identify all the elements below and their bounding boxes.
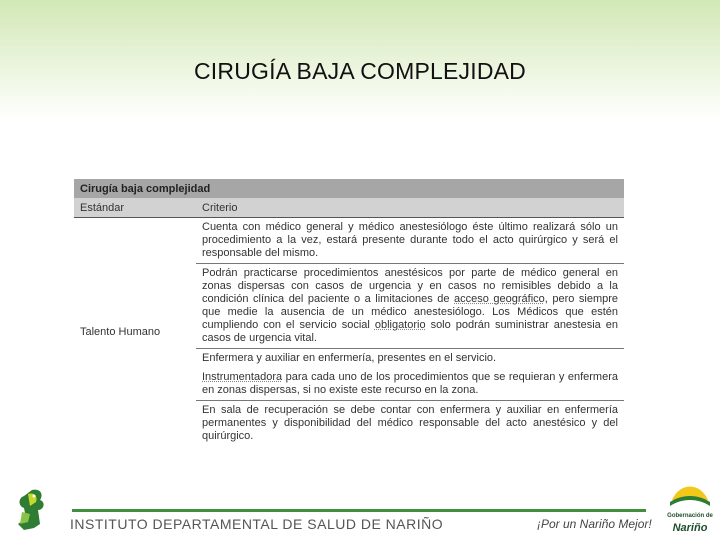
criterion-cell [196, 264, 624, 349]
criterion-cell: Enfermera y auxiliar en enfermería, presentes en el servicio. [202, 352, 497, 364]
criterion-underlined-text: Instrumentadora [202, 371, 283, 383]
criterion-underlined-text: acceso geográfico [454, 293, 545, 305]
row-label-talento-humano: Talento Humano [74, 218, 196, 444]
criterion-text: Podrán practicarse procedimientos anestésicos por parte de médico general en zonas dispersas con casos de urgencia y en casos no remisibles debido a la condición clínica del paciente o a limitaciones de [202, 267, 618, 305]
slide-title: CIRUGÍA BAJA COMPLEJIDAD [194, 58, 526, 84]
footer-slogan: ¡Por un Nariño Mejor! [537, 517, 652, 531]
table-row [74, 218, 624, 264]
criterion-text: solo podrán suministrar anestesia en casos de urgencia vital. [202, 319, 618, 344]
table-caption-row [74, 179, 624, 198]
criterion-text: para cada uno de los procedimientos que se requieran y enfermera en zonas dispersas, si no existe este recurso en la zona. [202, 371, 618, 396]
table-header-row [74, 198, 624, 218]
header-estandar: Estándar [74, 198, 196, 218]
criterion-cell [196, 368, 624, 401]
table-caption: Cirugía baja complejidad [74, 179, 624, 198]
header-criterio: Criterio [196, 198, 624, 218]
footer-institution: INSTITUTO DEPARTAMENTAL DE SALUD DE NARIÑO [70, 516, 444, 532]
gobernacion-name: Nariño [672, 522, 708, 534]
criterion-cell: En sala de recuperación se debe contar con enfermera y auxiliar en enfermería permanentes y disponibilidad del médico responsable del acto anestésico y del quirúrgico. [202, 404, 618, 442]
bird-logo-icon [10, 484, 50, 534]
gobernacion-logo [664, 476, 716, 538]
criterion-text: , pero siempre que medie la ausencia de un médico anestesiólogo. Los Médicos que estén cumpliendo con el servicio social [202, 293, 618, 331]
gobernacion-flag-icon [664, 476, 716, 512]
gobernacion-label: Gobernación de [667, 513, 713, 519]
criterion-underlined-text: obligatorio [374, 319, 426, 331]
standards-table [74, 179, 624, 443]
criterion-cell: Cuenta con médico general y médico anestesiólogo éste último realizará sólo un procedimiento a la vez, estará presente durante todo el acto quirúrgico y será el responsable del mismo. [196, 218, 624, 264]
footer-divider [72, 509, 646, 512]
